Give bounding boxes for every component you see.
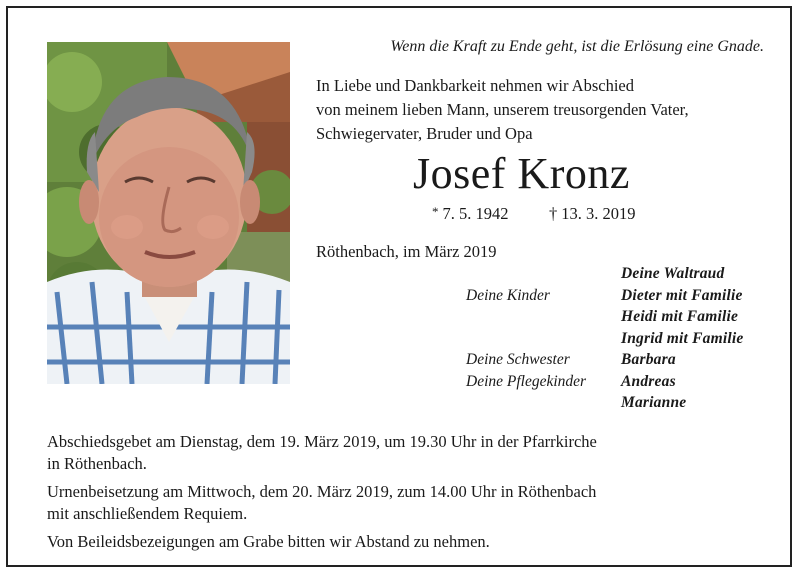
notice-line: Abschiedsgebet am Dienstag, dem 19. März 2019, um 19.30 Uhr in der Pfarrkirche <box>47 432 597 451</box>
condolence-notice <box>47 531 767 553</box>
farewell-text <box>316 74 776 146</box>
mourner-row <box>466 373 786 395</box>
death-cross-icon: † <box>549 204 558 223</box>
place-and-date: Röthenbach, im März 2019 <box>316 242 497 261</box>
portrait-photo <box>47 42 290 384</box>
mourner-names: Deine Waltraud <box>621 265 725 282</box>
farewell-line: von meinem lieben Mann, unserem treusorgenden Vater, <box>316 100 689 119</box>
prayer-notice <box>47 431 767 475</box>
mourner-names: Barbara <box>621 351 676 368</box>
death-date: 13. 3. 2019 <box>561 204 636 223</box>
birth-date-line <box>432 204 509 224</box>
birth-date: 7. 5. 1942 <box>442 204 509 223</box>
mourner-row <box>466 265 786 287</box>
mourner-names: Ingrid mit Familie <box>621 329 744 347</box>
notice-line: Urnenbeisetzung am Mittwoch, dem 20. März 2019, zum 14.00 Uhr in Röthenbach <box>47 482 597 501</box>
mourner-row <box>466 287 786 309</box>
mourner-row <box>466 330 786 352</box>
mourner-relation: Deine Schwester <box>466 351 570 368</box>
mourners-list <box>466 265 786 416</box>
burial-notice <box>47 481 767 525</box>
birth-star-icon: * <box>432 204 439 219</box>
notice-line: mit anschließendem Requiem. <box>47 504 248 523</box>
farewell-line: Schwiegervater, Bruder und Opa <box>316 124 533 143</box>
farewell-line: In Liebe und Dankbarkeit nehmen wir Abschied <box>316 76 634 95</box>
mourner-names: Andreas <box>621 372 676 390</box>
death-date-line <box>549 204 636 224</box>
mourner-names: Dieter mit Familie <box>621 286 743 304</box>
mourner-relation: Deine Kinder <box>466 286 550 304</box>
service-notices <box>47 431 767 559</box>
mourner-names: Heidi mit Familie <box>621 308 739 325</box>
epigraph-quote: Wenn die Kraft zu Ende geht, ist die Erlösung eine Gnade. <box>390 38 764 55</box>
mourner-row <box>466 351 786 373</box>
mourner-names: Marianne <box>621 394 687 411</box>
notice-line: in Röthenbach. <box>47 454 147 473</box>
notice-line: Von Beileidsbezeigungen am Grabe bitten wir Abstand zu nehmen. <box>47 532 490 551</box>
mourner-row <box>466 394 786 416</box>
obituary-notice <box>6 6 792 567</box>
mourner-relation: Deine Pflegekinder <box>466 372 587 390</box>
deceased-name: Josef Kronz <box>413 149 630 198</box>
mourner-row <box>466 308 786 330</box>
